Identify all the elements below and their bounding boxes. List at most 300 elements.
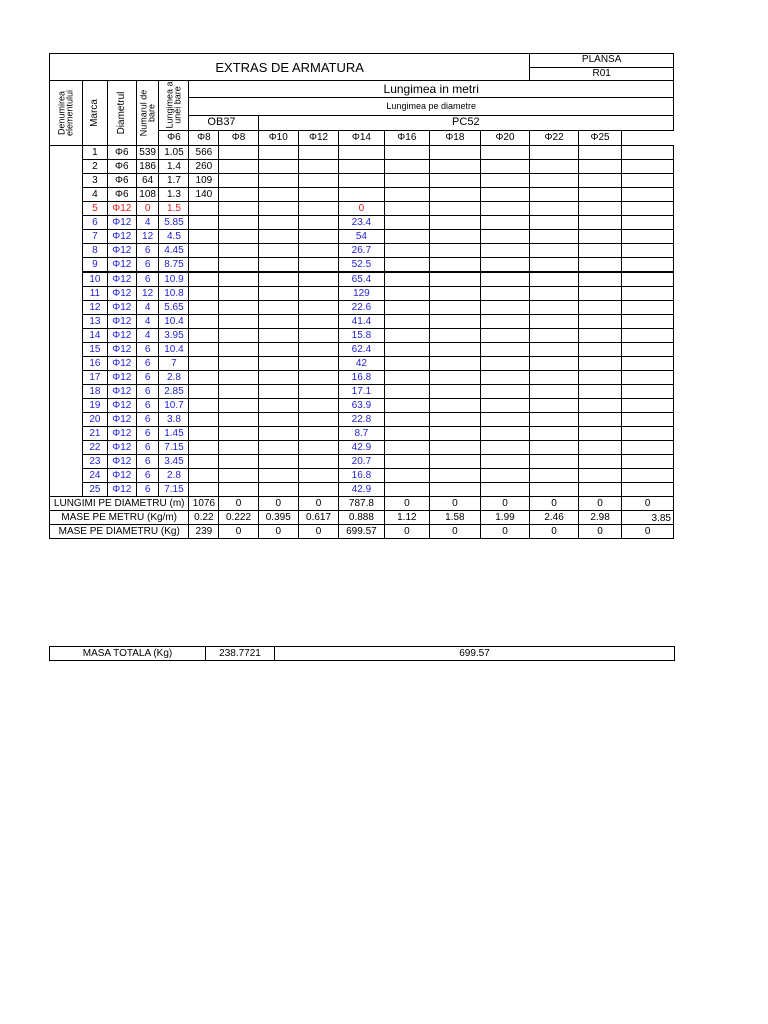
table-cell: [430, 343, 481, 357]
table-cell: [298, 244, 338, 258]
summary-row: [50, 511, 674, 525]
table-cell: [530, 160, 579, 174]
table-cell: [530, 343, 579, 357]
table-cell: [384, 455, 429, 469]
table-cell: [384, 230, 429, 244]
table-cell: 4: [136, 315, 159, 329]
table-cell: 42.9: [339, 483, 384, 497]
table-cell: [298, 441, 338, 455]
table-cell: [578, 469, 621, 483]
table-cell: 1.45: [159, 427, 189, 441]
table-cell: [384, 441, 429, 455]
table-cell: [258, 343, 298, 357]
table-cell: [622, 272, 674, 287]
table-cell: [298, 188, 338, 202]
table-cell: [258, 413, 298, 427]
table-cell: [622, 413, 674, 427]
summary-cell: 0: [622, 525, 674, 539]
table-cell: [189, 216, 219, 230]
table-cell: [384, 483, 429, 497]
summary-cell: 0.22: [189, 511, 219, 525]
table-cell: [219, 146, 258, 160]
table-cell: [622, 174, 674, 188]
table-cell: [219, 371, 258, 385]
table-cell: [480, 413, 530, 427]
table-cell: Φ6: [107, 160, 136, 174]
table-cell: [480, 216, 530, 230]
table-cell: [530, 174, 579, 188]
table-cell: [530, 287, 579, 301]
table-cell: Φ12: [107, 469, 136, 483]
summary-label: LUNGIMI PE DIAMETRU (m): [50, 497, 189, 511]
summary-cell: 3.85: [622, 511, 674, 525]
table-cell: [480, 272, 530, 287]
table-cell: [298, 146, 338, 160]
table-cell: [430, 357, 481, 371]
table-cell: [219, 483, 258, 497]
header-diametrul: Diametrul: [107, 81, 136, 146]
table-cell: 23.4: [339, 216, 384, 230]
table-cell: [622, 146, 674, 160]
table-cell: 41.4: [339, 315, 384, 329]
table-cell: [480, 315, 530, 329]
table-cell: [298, 371, 338, 385]
diameter-header: Φ8: [189, 130, 219, 145]
table-cell: 14: [83, 329, 108, 343]
table-row: [50, 343, 674, 357]
table-cell: [578, 301, 621, 315]
table-cell: [189, 343, 219, 357]
table-cell: [578, 483, 621, 497]
header-denumirea: Denumirea elementului: [50, 81, 83, 146]
table-cell: [339, 188, 384, 202]
table-cell: 3.8: [159, 413, 189, 427]
table-cell: 23: [83, 455, 108, 469]
table-cell: 7: [83, 230, 108, 244]
table-cell: [189, 483, 219, 497]
header-numarul: Numarul de bare: [136, 81, 159, 146]
table-cell: [219, 174, 258, 188]
table-cell: [384, 315, 429, 329]
armature-table: [49, 53, 674, 539]
table-cell: [578, 315, 621, 329]
table-cell: [530, 258, 579, 273]
table-cell: [384, 343, 429, 357]
table-cell: 10.7: [159, 399, 189, 413]
table-cell: 7: [159, 357, 189, 371]
table-cell: 25: [83, 483, 108, 497]
table-cell: [578, 385, 621, 399]
table-cell: 65.4: [339, 272, 384, 287]
table-cell: 62.4: [339, 343, 384, 357]
table-cell: 6: [136, 244, 159, 258]
table-cell: [298, 301, 338, 315]
table-cell: [578, 357, 621, 371]
table-cell: 6: [136, 272, 159, 287]
table-cell: [430, 244, 481, 258]
total-table: [49, 646, 675, 661]
table-cell: Φ12: [107, 301, 136, 315]
table-cell: [622, 301, 674, 315]
table-cell: [258, 188, 298, 202]
table-cell: [430, 188, 481, 202]
summary-cell: 0: [219, 525, 258, 539]
table-cell: [578, 174, 621, 188]
table-cell: [430, 146, 481, 160]
table-cell: [530, 202, 579, 216]
table-row: [50, 301, 674, 315]
table-cell: 10: [83, 272, 108, 287]
lungimea-pe-diametre: Lungimea pe diametre: [189, 98, 674, 115]
table-cell: [384, 216, 429, 230]
table-cell: [384, 287, 429, 301]
table-cell: [219, 385, 258, 399]
table-cell: [189, 272, 219, 287]
table-cell: [298, 230, 338, 244]
table-cell: 11: [83, 287, 108, 301]
table-cell: [298, 202, 338, 216]
table-cell: 16: [83, 357, 108, 371]
table-row: [50, 413, 674, 427]
table-cell: 1: [83, 146, 108, 160]
table-cell: [298, 483, 338, 497]
table-cell: 5.85: [159, 216, 189, 230]
table-cell: [622, 385, 674, 399]
table-cell: [530, 427, 579, 441]
table-cell: Φ12: [107, 343, 136, 357]
summary-cell: 1076: [189, 497, 219, 511]
summary-row: [50, 497, 674, 511]
summary-cell: 0: [430, 497, 481, 511]
summary-cell: 0: [480, 497, 530, 511]
table-cell: [219, 329, 258, 343]
table-cell: [480, 357, 530, 371]
table-cell: [622, 188, 674, 202]
table-cell: 20.7: [339, 455, 384, 469]
table-cell: [530, 230, 579, 244]
table-cell: 6: [83, 216, 108, 230]
table-cell: 9: [83, 258, 108, 273]
table-cell: [189, 469, 219, 483]
table-cell: [622, 202, 674, 216]
table-cell: 6: [136, 399, 159, 413]
table-cell: 16.8: [339, 469, 384, 483]
table-cell: [622, 216, 674, 230]
table-cell: [430, 160, 481, 174]
table-cell: [298, 216, 338, 230]
table-cell: 4: [83, 188, 108, 202]
table-cell: 10.8: [159, 287, 189, 301]
table-cell: [480, 301, 530, 315]
table-row: [50, 202, 674, 216]
table-cell: [480, 174, 530, 188]
table-cell: 8.75: [159, 258, 189, 273]
table-cell: [530, 357, 579, 371]
table-cell: 15: [83, 343, 108, 357]
table-cell: 24: [83, 469, 108, 483]
table-cell: [530, 315, 579, 329]
table-cell: 63.9: [339, 399, 384, 413]
summary-cell: 0: [480, 525, 530, 539]
table-cell: 20: [83, 413, 108, 427]
table-cell: [384, 272, 429, 287]
table-cell: [480, 244, 530, 258]
table-cell: Φ6: [107, 174, 136, 188]
table-cell: [298, 343, 338, 357]
table-cell: [480, 188, 530, 202]
table-cell: [430, 483, 481, 497]
table-cell: 6: [136, 427, 159, 441]
table-cell: [219, 413, 258, 427]
table-cell: Φ12: [107, 202, 136, 216]
table-cell: Φ6: [107, 188, 136, 202]
table-cell: [480, 230, 530, 244]
summary-cell: 1.99: [480, 511, 530, 525]
table-cell: 6: [136, 483, 159, 497]
summary-cell: 0: [578, 497, 621, 511]
table-cell: [384, 385, 429, 399]
diameter-header: Φ20: [480, 130, 530, 145]
table-cell: 10.4: [159, 315, 189, 329]
table-cell: [430, 301, 481, 315]
summary-cell: 0: [622, 497, 674, 511]
table-cell: [430, 413, 481, 427]
table-cell: Φ12: [107, 427, 136, 441]
table-cell: 1.3: [159, 188, 189, 202]
table-cell: [219, 455, 258, 469]
table-cell: [430, 174, 481, 188]
diameter-header: Φ10: [258, 130, 298, 145]
table-cell: [219, 399, 258, 413]
table-cell: 16.8: [339, 371, 384, 385]
summary-cell: 0: [530, 525, 579, 539]
table-cell: 109: [189, 174, 219, 188]
table-cell: [430, 455, 481, 469]
summary-cell: 1.12: [384, 511, 429, 525]
table-cell: [578, 244, 621, 258]
table-cell: [578, 258, 621, 273]
group-pc52: PC52: [258, 115, 673, 130]
table-cell: [298, 174, 338, 188]
table-cell: 10.4: [159, 343, 189, 357]
table-cell: [530, 301, 579, 315]
total-ob37: 238.7721: [206, 647, 275, 661]
table-cell: Φ12: [107, 413, 136, 427]
table-cell: [480, 371, 530, 385]
summary-cell: 2.46: [530, 511, 579, 525]
table-cell: 0: [136, 202, 159, 216]
table-cell: 22.6: [339, 301, 384, 315]
table-cell: 108: [136, 188, 159, 202]
table-cell: [189, 287, 219, 301]
table-cell: 64: [136, 174, 159, 188]
table-cell: 8.7: [339, 427, 384, 441]
table-cell: [384, 399, 429, 413]
table-cell: [219, 216, 258, 230]
table-cell: [384, 357, 429, 371]
table-row: [50, 385, 674, 399]
table-cell: [530, 385, 579, 399]
table-cell: [578, 427, 621, 441]
table-cell: [258, 441, 298, 455]
table-cell: [578, 230, 621, 244]
table-cell: [189, 301, 219, 315]
table-cell: [298, 315, 338, 329]
table-cell: Φ12: [107, 441, 136, 455]
table-cell: [530, 469, 579, 483]
table-cell: [219, 357, 258, 371]
table-cell: [622, 287, 674, 301]
table-row: [50, 146, 674, 160]
table-row: [50, 441, 674, 455]
table-cell: [384, 301, 429, 315]
table-cell: [298, 399, 338, 413]
table-cell: [622, 329, 674, 343]
table-cell: [189, 202, 219, 216]
table-cell: [258, 385, 298, 399]
table-cell: [622, 455, 674, 469]
table-cell: 1.4: [159, 160, 189, 174]
table-cell: [339, 174, 384, 188]
table-cell: [578, 272, 621, 287]
table-cell: [339, 146, 384, 160]
table-cell: [530, 188, 579, 202]
table-cell: 2.8: [159, 371, 189, 385]
table-row: [50, 188, 674, 202]
table-cell: [430, 202, 481, 216]
table-cell: 4: [136, 301, 159, 315]
table-row: [50, 427, 674, 441]
summary-cell: 787.8: [339, 497, 384, 511]
table-cell: [480, 385, 530, 399]
table-cell: [258, 357, 298, 371]
table-cell: [622, 244, 674, 258]
table-cell: [219, 188, 258, 202]
table-cell: [578, 343, 621, 357]
table-cell: [298, 385, 338, 399]
table-cell: 15.8: [339, 329, 384, 343]
table-cell: 129: [339, 287, 384, 301]
table-row: [50, 329, 674, 343]
diameter-header: Φ16: [384, 130, 429, 145]
table-cell: [430, 385, 481, 399]
table-cell: [530, 216, 579, 230]
header-marca: Marca: [83, 81, 108, 146]
table-cell: Φ12: [107, 272, 136, 287]
table-cell: [258, 202, 298, 216]
table-cell: [622, 343, 674, 357]
table-cell: [219, 287, 258, 301]
plansa-label: PLANSA: [530, 54, 674, 68]
table-cell: [384, 413, 429, 427]
summary-cell: 0: [258, 497, 298, 511]
table-cell: [530, 483, 579, 497]
table-cell: 2.8: [159, 469, 189, 483]
table-cell: [384, 202, 429, 216]
table-cell: [258, 174, 298, 188]
diameter-header: Φ8: [219, 130, 258, 145]
table-cell: [578, 287, 621, 301]
diameter-header: Φ18: [430, 130, 481, 145]
table-cell: [298, 469, 338, 483]
table-cell: 1.7: [159, 174, 189, 188]
table-cell: [219, 202, 258, 216]
table-cell: [189, 230, 219, 244]
table-cell: Φ12: [107, 357, 136, 371]
table-cell: [339, 160, 384, 174]
table-cell: [258, 329, 298, 343]
table-cell: [480, 329, 530, 343]
diameter-header: Φ12: [298, 130, 338, 145]
diameter-header: Φ14: [339, 130, 384, 145]
table-cell: [384, 188, 429, 202]
table-cell: 12: [136, 287, 159, 301]
table-cell: [298, 357, 338, 371]
table-cell: [480, 160, 530, 174]
table-cell: 6: [136, 357, 159, 371]
table-row: [50, 258, 674, 273]
table-cell: [430, 329, 481, 343]
table-cell: [189, 244, 219, 258]
table-cell: Φ12: [107, 483, 136, 497]
table-cell: 8: [83, 244, 108, 258]
table-cell: [622, 357, 674, 371]
table-cell: [480, 441, 530, 455]
table-cell: [298, 413, 338, 427]
table-row: [50, 371, 674, 385]
table-cell: [578, 202, 621, 216]
table-cell: 26.7: [339, 244, 384, 258]
table-cell: Φ12: [107, 371, 136, 385]
table-cell: [430, 230, 481, 244]
table-cell: [530, 329, 579, 343]
table-cell: [578, 371, 621, 385]
table-cell: Φ12: [107, 385, 136, 399]
table-cell: 1.5: [159, 202, 189, 216]
table-cell: [298, 427, 338, 441]
table-cell: [189, 315, 219, 329]
table-cell: [189, 371, 219, 385]
summary-cell: 0.222: [219, 511, 258, 525]
diameter-header: Φ25: [578, 130, 621, 145]
table-cell: [622, 230, 674, 244]
table-cell: 140: [189, 188, 219, 202]
table-cell: 2: [83, 160, 108, 174]
table-cell: 6: [136, 371, 159, 385]
total-label: MASA TOTALA (Kg): [50, 647, 206, 661]
table-cell: 4: [136, 329, 159, 343]
table-row: [50, 455, 674, 469]
table-cell: [578, 413, 621, 427]
table-cell: [578, 399, 621, 413]
table-cell: [622, 427, 674, 441]
table-cell: [578, 441, 621, 455]
summary-label: MASE PE DIAMETRU (Kg): [50, 525, 189, 539]
table-cell: [480, 469, 530, 483]
table-cell: [189, 258, 219, 273]
table-cell: 52.5: [339, 258, 384, 273]
table-cell: [530, 244, 579, 258]
table-row: [50, 315, 674, 329]
table-cell: [622, 371, 674, 385]
table-cell: 12: [136, 230, 159, 244]
table-cell: 22: [83, 441, 108, 455]
summary-cell: 0.617: [298, 511, 338, 525]
element-name-cell: [50, 146, 83, 497]
header-lungimea: Lungimea a unei bare: [159, 81, 189, 131]
table-cell: 566: [189, 146, 219, 160]
table-cell: Φ12: [107, 329, 136, 343]
